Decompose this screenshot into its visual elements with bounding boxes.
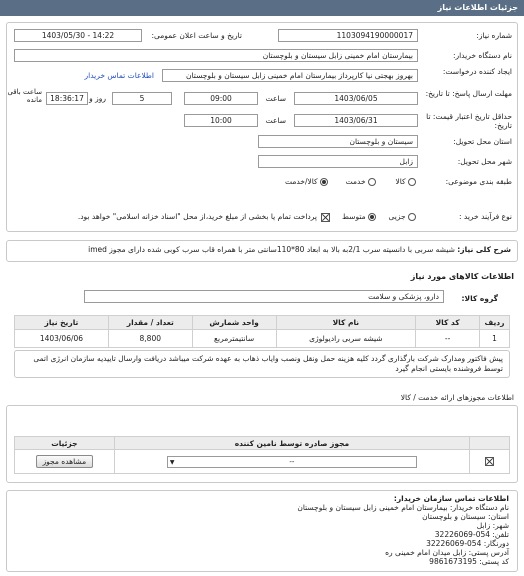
deadline-time-field: 09:00	[184, 92, 258, 105]
goods-table-header	[15, 316, 510, 330]
buyer-field: بیمارستان امام خمینی زابل سیستان و بلوچستان	[14, 49, 418, 62]
col-row-number: ردیف	[480, 316, 510, 330]
category-option-goods-service[interactable]	[285, 177, 328, 186]
permit-select-value: --	[289, 457, 295, 466]
permit-checkbox-cell	[470, 450, 510, 474]
buyer-org-contact-panel	[6, 490, 518, 572]
announce-label: تاریخ و ساعت اعلان عمومی:	[151, 31, 242, 40]
buyer-notes-text: پیش فاکتور ومدارک شرکت بارگذاری گردد کلیه هزینه حمل ونقل ونصب وایاب ذهاب به عهده شرکت میباشد دریافت وارسال تاییدیه سازمان انرژی اتمی توسط فروشنده بایستی انجام گیرد	[33, 354, 503, 373]
days-field: 5	[112, 92, 172, 105]
permits-table	[14, 436, 510, 474]
buyer-notes-panel	[14, 350, 510, 378]
validity-time-label: ساعت	[265, 116, 286, 125]
days-label: روز و	[89, 94, 106, 103]
process-option-medium[interactable]	[342, 212, 376, 221]
org-contact-postal: کد پستی: 9861673195	[429, 557, 509, 566]
org-contact-name: نام دستگاه خریدار: بیمارستان امام خمینی زابل سیستان و بلوچستان	[297, 503, 509, 512]
buyer-label: نام دستگاه خریدار:	[452, 51, 512, 60]
province-field: سیستان و بلوچستان	[258, 135, 418, 148]
col-unit: واحد شمارش	[192, 316, 276, 330]
category-label: طبقه بندی موضوعی:	[445, 177, 512, 186]
col-quantity: تعداد / مقدار	[108, 316, 192, 330]
city-label: شهر محل تحویل:	[457, 157, 512, 166]
org-contact-city: شهر: زابل	[476, 521, 509, 530]
creator-field: بهروز بهجتی نیا کارپرداز بیمارستان امام خمینی زابل سیستان و بلوچستان	[162, 69, 418, 82]
need-description-panel	[6, 240, 518, 262]
goods-table	[14, 315, 510, 348]
process-minor-radio[interactable]	[408, 213, 416, 221]
announce-field: 1403/05/30 - 14:22	[14, 29, 142, 42]
permit-view-cell	[15, 450, 115, 474]
goods-group-label: گروه کالا:	[461, 294, 498, 303]
validity-label: حداقل تاریخ اعتبار قیمت: تا تاریخ:	[426, 112, 512, 130]
category-service-label: خدمت	[345, 177, 366, 186]
category-goods-radio[interactable]	[408, 178, 416, 186]
org-contact-phone: تلفن: 054-32226069	[434, 530, 509, 539]
validity-date-field: 1403/06/31	[294, 114, 418, 127]
deadline-label: مهلت ارسال پاسخ: تا تاریخ:	[425, 89, 512, 98]
row-number-cell: 1	[480, 330, 510, 348]
permits-col-select	[470, 437, 510, 450]
col-item-code: کد کالا	[416, 316, 480, 330]
permits-col-issued: مجوز صادره توسط نامین کننده	[114, 437, 469, 450]
goods-section-title: اطلاعات کالاهای مورد نیاز	[410, 272, 514, 281]
permits-section-title: اطلاعات مجوزهای ارائه خدمت / کالا	[400, 393, 514, 402]
item-code-cell: --	[416, 330, 480, 348]
table-row	[15, 330, 510, 348]
process-medium-label: متوسط	[342, 212, 366, 221]
col-item-name: نام کالا	[276, 316, 416, 330]
description-text: شیشه سربی با دانسیته سرب 2/1به بالا به ابعاد 80*110سانتی متر با همراه قاب سرب کوبی شده دارای مجوز imed	[88, 245, 455, 254]
category-option-service[interactable]	[346, 177, 376, 186]
process-medium-radio[interactable]	[368, 213, 376, 221]
creator-label: ایجاد کننده درخواست:	[442, 67, 512, 76]
need-date-cell: 1403/06/06	[15, 330, 109, 348]
city-field: زابل	[258, 155, 418, 168]
need-number-field: 1103094190000017	[278, 29, 418, 42]
org-contact-province: استان: سیستان و بلوچستان	[422, 512, 509, 521]
page-header: جزئیات اطلاعات نیاز	[0, 0, 524, 16]
remaining-label: ساعت باقی مانده	[7, 88, 42, 104]
process-label: نوع فرآیند خرید :	[458, 212, 512, 221]
process-minor-label: جزیی	[388, 212, 406, 221]
category-goods-service-radio[interactable]	[320, 178, 328, 186]
process-option-minor[interactable]	[388, 212, 416, 221]
org-contact-address: آدرس پستی: زابل میدان امام خمینی ره	[385, 548, 509, 557]
unit-cell: سانتیمترمربع	[192, 330, 276, 348]
goods-group-field: دارو، پزشکی و سلامت	[84, 290, 444, 303]
item-name-cell: شیشه سربی رادیولوژی	[276, 330, 416, 348]
permits-table-header	[15, 437, 510, 450]
org-contact-fax: دورنگار: 054-32226069	[426, 539, 509, 548]
category-service-radio[interactable]	[368, 178, 376, 186]
category-goods-service-label: کالا/خدمت	[284, 177, 318, 186]
permit-issuer-select[interactable]	[167, 456, 417, 468]
quantity-cell: 8,800	[108, 330, 192, 348]
validity-time-field: 10:00	[184, 114, 258, 127]
permits-col-details: جزئیات	[15, 437, 115, 450]
description-label: شرح کلی نیاز:	[457, 245, 511, 254]
treasury-payment-note: پرداخت تمام یا بخشی از مبلغ خرید،از محل "اسناد خزانه اسلامی" خواهد بود.	[77, 212, 317, 221]
col-need-date: تاریخ نیاز	[15, 316, 109, 330]
category-option-goods[interactable]	[395, 177, 416, 186]
deadline-time-label: ساعت	[265, 94, 286, 103]
permit-checkbox[interactable]	[485, 457, 494, 466]
need-number-label: شماره نیاز:	[476, 31, 512, 40]
deadline-date-field: 1403/06/05	[294, 92, 418, 105]
chevron-down-icon: ▼	[169, 458, 175, 466]
province-label: استان محل تحویل:	[453, 137, 512, 146]
org-contact-title: اطلاعات تماس سازمان خریدار:	[393, 494, 509, 503]
remaining-time-field: 18:36:17	[46, 92, 88, 105]
buyer-contact-link[interactable]: اطلاعات تماس خریدار	[84, 71, 154, 80]
treasury-payment-checkbox[interactable]	[321, 213, 330, 222]
category-goods-label: کالا	[395, 177, 406, 186]
permit-row	[15, 450, 510, 474]
permit-select-cell	[114, 450, 469, 474]
view-permit-button[interactable]: مشاهده مجوز	[36, 455, 94, 468]
